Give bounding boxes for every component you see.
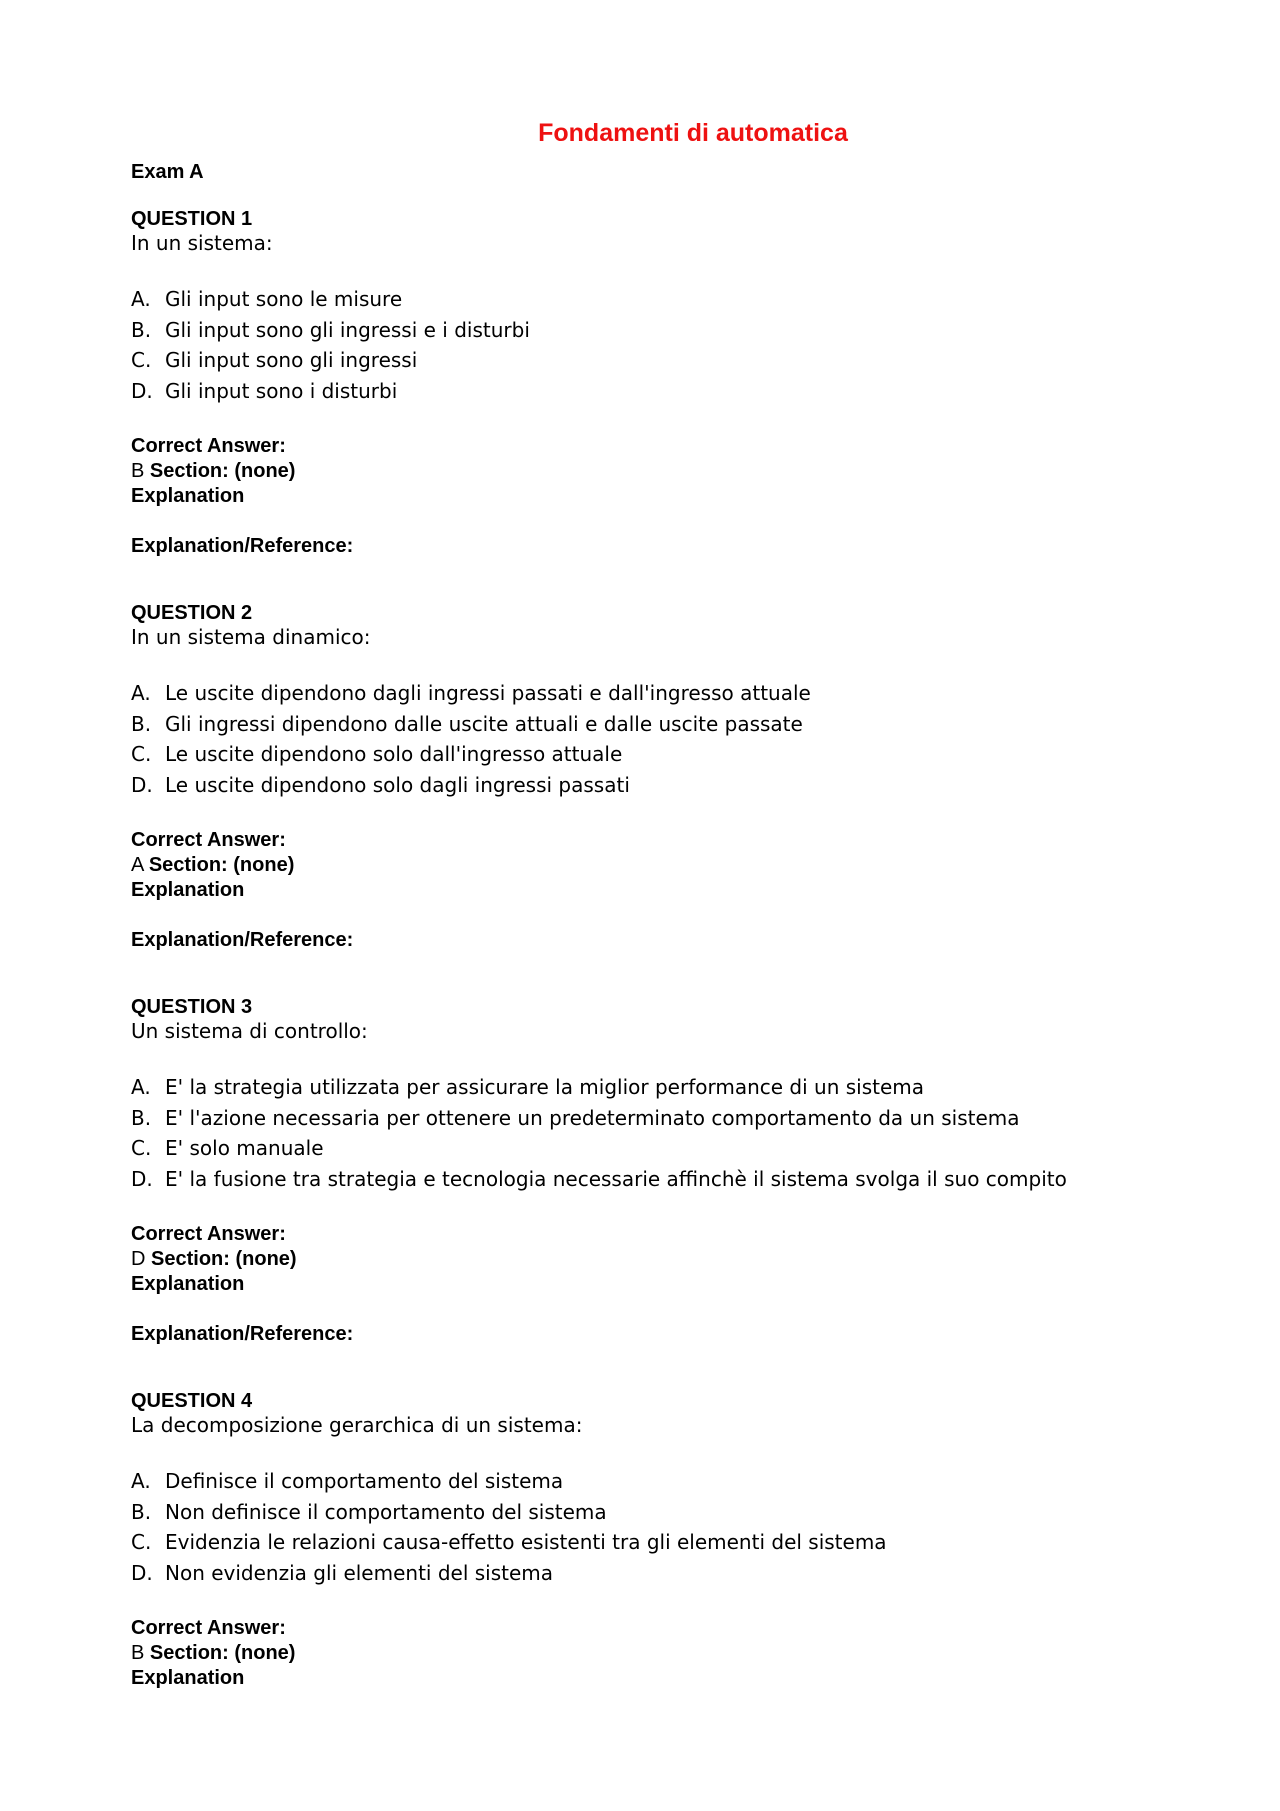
option-letter: C. <box>131 1136 152 1160</box>
option-text: Le uscite dipendono solo dagli ingressi passati <box>165 772 630 797</box>
option-d <box>131 376 1191 407</box>
answer-line <box>131 853 1191 878</box>
option-b <box>131 1103 1191 1134</box>
option-a <box>131 1466 1191 1497</box>
question-prompt: In un sistema dinamico: <box>131 625 371 649</box>
answer-value: A <box>131 854 144 876</box>
option-text: Non definisce il comportamento del sistema <box>165 1499 607 1524</box>
correct-answer-label: Correct Answer: <box>131 829 286 851</box>
options-list <box>131 678 1191 800</box>
option-letter: B. <box>131 1105 152 1130</box>
option-letter: A. <box>131 681 151 705</box>
option-text: Gli input sono gli ingressi <box>165 348 418 372</box>
answer-block <box>131 1222 1191 1347</box>
option-a <box>131 678 1191 709</box>
question-heading: QUESTION 3 <box>131 996 253 1018</box>
explanation-label: Explanation <box>131 879 245 901</box>
option-text: Definisce il comportamento del sistema <box>165 1469 564 1493</box>
option-c <box>131 345 1191 376</box>
answer-value: B <box>131 460 145 482</box>
option-b <box>131 315 1191 346</box>
option-text: E' solo manuale <box>165 1136 324 1160</box>
option-text: E' la strategia utilizzata per assicurare la miglior performance di un sistema <box>165 1075 925 1099</box>
section-label: Section: (none) <box>149 1642 296 1664</box>
explanation-label: Explanation <box>131 1667 245 1689</box>
option-text: Gli input sono le misure <box>165 287 403 311</box>
answer-line <box>131 1247 1191 1272</box>
option-letter: A. <box>131 1075 151 1099</box>
option-letter: C. <box>131 1530 152 1554</box>
option-d <box>131 770 1191 801</box>
section-label: Section: (none) <box>148 854 295 876</box>
option-text: Non evidenzia gli elementi del sistema <box>165 1560 554 1585</box>
explanation-label: Explanation <box>131 1273 245 1295</box>
option-d <box>131 1164 1191 1195</box>
option-a <box>131 1072 1191 1103</box>
explanation-reference-label: Explanation/Reference: <box>131 535 354 557</box>
option-b <box>131 1497 1191 1528</box>
section-label: Section: (none) <box>149 460 296 482</box>
question-4 <box>131 1389 1191 1691</box>
question-prompt: In un sistema: <box>131 231 273 255</box>
option-text: Gli input sono gli ingressi e i disturbi <box>165 317 530 342</box>
answer-block <box>131 828 1191 953</box>
explanation-label: Explanation <box>131 485 245 507</box>
option-a <box>131 284 1191 315</box>
question-3 <box>131 995 1191 1347</box>
question-heading: QUESTION 2 <box>131 602 253 624</box>
option-text: Evidenzia le relazioni causa-effetto esistenti tra gli elementi del sistema <box>165 1530 887 1554</box>
option-c <box>131 1527 1191 1558</box>
correct-answer-label: Correct Answer: <box>131 435 286 457</box>
option-letter: D. <box>131 1166 153 1191</box>
options-list <box>131 284 1191 406</box>
question-prompt: La decomposizione gerarchica di un sistema: <box>131 1413 583 1437</box>
document-title: Fondamenti di automatica <box>538 119 848 147</box>
question-2 <box>131 601 1191 953</box>
option-c <box>131 739 1191 770</box>
answer-block <box>131 1616 1191 1691</box>
option-letter: D. <box>131 772 153 797</box>
explanation-reference-label: Explanation/Reference: <box>131 1323 354 1345</box>
option-text: Le uscite dipendono solo dall'ingresso attuale <box>165 742 623 766</box>
answer-line <box>131 1641 1191 1666</box>
option-text: Le uscite dipendono dagli ingressi passati e dall'ingresso attuale <box>165 681 811 705</box>
option-letter: D. <box>131 378 153 403</box>
question-1 <box>131 207 1191 559</box>
question-prompt: Un sistema di controllo: <box>131 1019 368 1043</box>
option-letter: A. <box>131 1469 151 1493</box>
option-d <box>131 1558 1191 1589</box>
options-list <box>131 1072 1191 1194</box>
option-letter: B. <box>131 1499 152 1524</box>
question-heading: QUESTION 1 <box>131 208 253 230</box>
option-text: Gli ingressi dipendono dalle uscite attuali e dalle uscite passate <box>165 711 803 736</box>
answer-value: B <box>131 1642 145 1664</box>
correct-answer-label: Correct Answer: <box>131 1223 286 1245</box>
option-text: Gli input sono i disturbi <box>165 378 398 403</box>
option-letter: C. <box>131 348 152 372</box>
section-label: Section: (none) <box>151 1248 297 1270</box>
option-c <box>131 1133 1191 1164</box>
answer-block <box>131 434 1191 559</box>
option-letter: A. <box>131 287 151 311</box>
option-letter: C. <box>131 742 152 766</box>
answer-line <box>131 459 1191 484</box>
explanation-reference-label: Explanation/Reference: <box>131 929 354 951</box>
correct-answer-label: Correct Answer: <box>131 1617 286 1639</box>
option-b <box>131 709 1191 740</box>
option-text: E' l'azione necessaria per ottenere un predeterminato comportamento da un sistema <box>165 1105 1020 1130</box>
answer-value: D <box>131 1248 146 1270</box>
option-letter: B. <box>131 317 152 342</box>
options-list <box>131 1466 1191 1588</box>
option-letter: D. <box>131 1560 153 1585</box>
question-heading: QUESTION 4 <box>131 1390 253 1412</box>
exam-label: Exam A <box>131 161 204 183</box>
option-letter: B. <box>131 711 152 736</box>
option-text: E' la fusione tra strategia e tecnologia necessarie affinchè il sistema svolga il suo compito <box>165 1166 1067 1191</box>
